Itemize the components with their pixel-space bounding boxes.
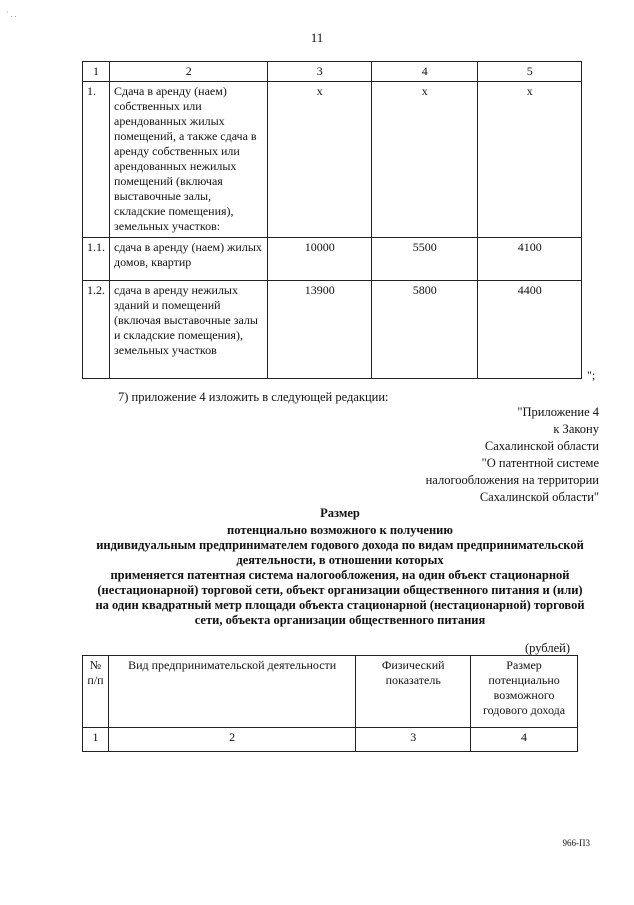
page-number: 11: [310, 30, 324, 45]
appendix-heading: [60, 506, 620, 628]
item-7-text: 7) приложение 4 изложить в следующей редакции:: [118, 390, 389, 404]
heading-line: индивидуальным предпринимателем годового дохода по видам предпринимательской: [96, 538, 584, 552]
table-2-header-row: [83, 656, 578, 728]
activity-description: сдача в аренду нежилых зданий и помещений (включая выставочные залы и складские помещения), земельных участков: [110, 281, 268, 379]
value-cell: 13900: [268, 281, 372, 379]
column-header: Физический показатель: [356, 656, 471, 728]
row-number: 1.: [83, 82, 110, 238]
appendix-line: "О патентной системе: [481, 456, 599, 470]
value-cell: 5500: [372, 238, 478, 281]
column-number: 4: [471, 728, 578, 752]
value-cell: 4100: [478, 238, 582, 281]
appendix-line: Сахалинской области: [484, 439, 599, 453]
table-2-number-row: [83, 728, 578, 752]
units-label: (рублей): [524, 641, 570, 655]
closing-quote: ";: [587, 368, 596, 382]
value-cell: 4400: [478, 281, 582, 379]
value-cell: 10000: [268, 238, 372, 281]
table-1-header-row: [83, 62, 582, 82]
heading-line: Размер: [320, 506, 360, 520]
table-1: [82, 61, 582, 379]
table-1-header-cell: 2: [110, 62, 268, 82]
table-1-header-cell: 3: [268, 62, 372, 82]
heading-line: применяется патентная система налогообложения, на один объект стационарной: [110, 568, 570, 582]
row-number: 1.2.: [83, 281, 110, 379]
activity-description: Сдача в аренду (наем) собственных или арендованных жилых помещений, а также сдача в аренду собственных или арендованных нежилых помещений (включая выставочные залы, складские помещения), земельных участков:: [110, 82, 268, 238]
column-header: Размер потенциально возможного годового дохода: [471, 656, 578, 728]
row-number: 1.1.: [83, 238, 110, 281]
value-cell: 5800: [372, 281, 478, 379]
column-header: Вид предпринимательской деятельности: [108, 656, 355, 728]
heading-line: деятельности, в отношении которых: [236, 553, 444, 567]
appendix-line: к Закону: [553, 422, 599, 436]
table-row: [83, 238, 582, 281]
table-row: [83, 82, 582, 238]
activity-description: сдача в аренду (наем) жилых домов, квартир: [110, 238, 268, 281]
value-cell: х: [478, 82, 582, 238]
appendix-line: "Приложение 4: [517, 405, 599, 419]
value-cell: х: [372, 82, 478, 238]
column-number: 1: [83, 728, 109, 752]
table-2: [82, 655, 578, 752]
appendix-reference: [426, 404, 599, 506]
table-row: [83, 281, 582, 379]
table-1-header-cell: 5: [478, 62, 582, 82]
column-number: 3: [356, 728, 471, 752]
heading-line: на один квадратный метр площади объекта стационарной (нестационарной) торговой: [95, 598, 585, 612]
footer-code: 966-П3: [562, 838, 590, 848]
scan-mark: ` . .: [6, 10, 17, 19]
column-header: № п/п: [83, 656, 109, 728]
table-1-header-cell: 4: [372, 62, 478, 82]
value-cell: х: [268, 82, 372, 238]
column-number: 2: [108, 728, 355, 752]
heading-line: потенциально возможного к получению: [227, 523, 453, 537]
appendix-line: налогообложения на территории: [425, 473, 599, 487]
table-1-header-cell: 1: [83, 62, 110, 82]
heading-line: сети, объекта организации общественного питания: [194, 613, 486, 627]
appendix-line: Сахалинской области": [479, 490, 599, 504]
heading-line: (нестационарной) торговой сети, объект организации общественного питания и (или): [97, 583, 583, 597]
